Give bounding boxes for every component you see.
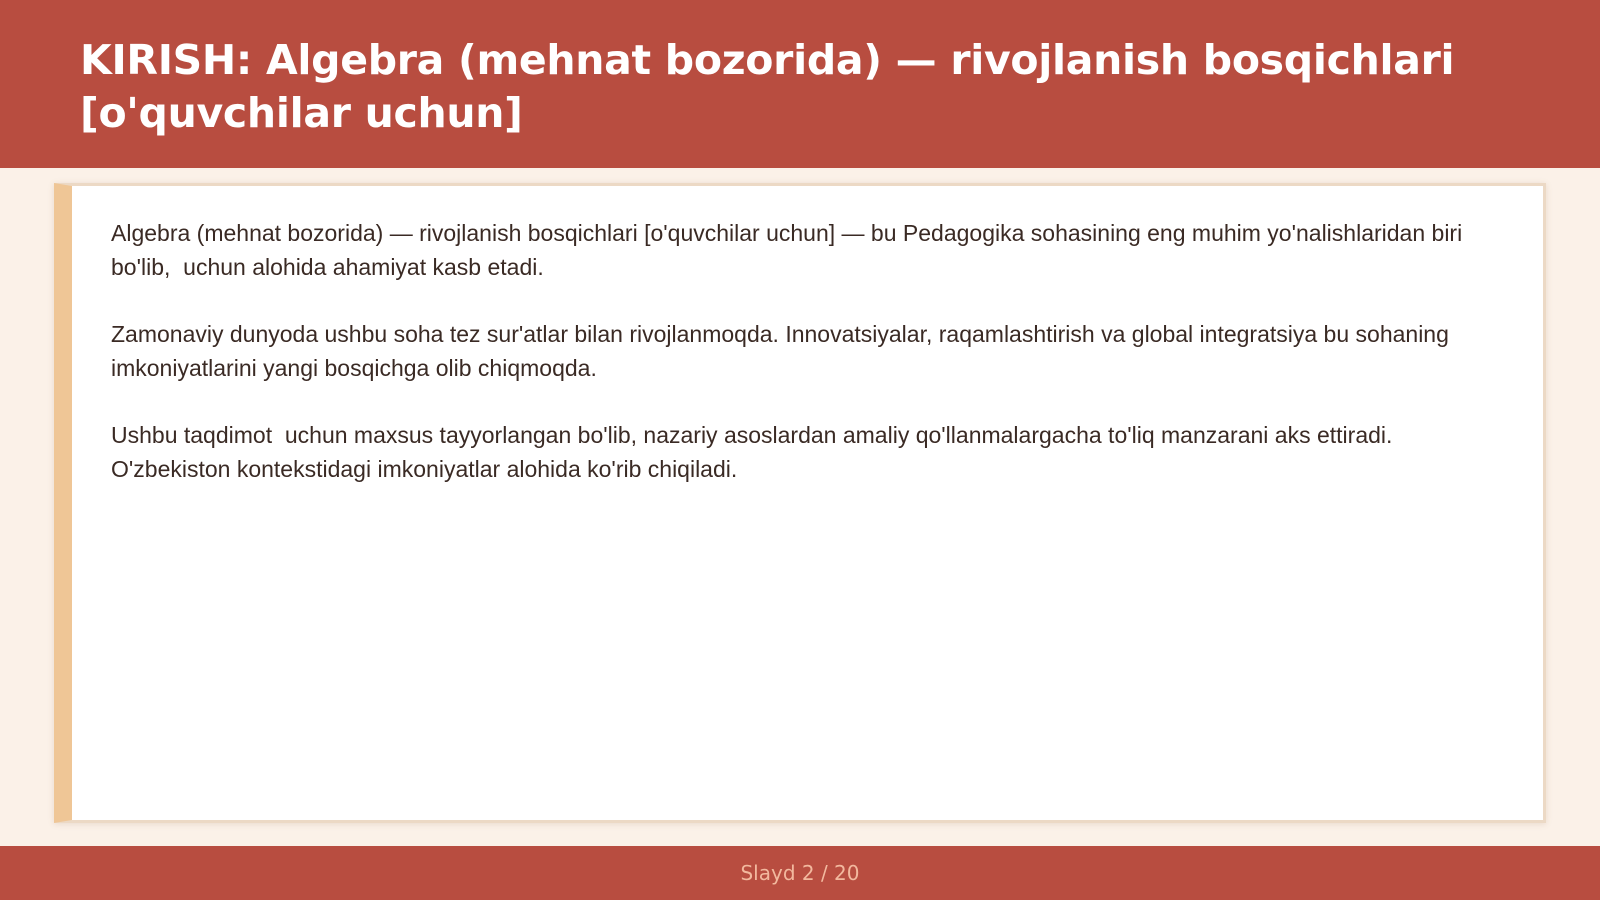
slide-title: KIRISH: Algebra (mehnat bozorida) — rivojlanish bosqichlari [o'quvchilar uchun]	[80, 36, 1455, 137]
slide-number: Slayd 2 / 20	[740, 861, 860, 885]
paragraph-presentation: Ushbu taqdimot uchun maxsus tayyorlangan bo'lib, nazariy asoslardan amaliy qo'llanmalargacha to'liq manzarani aks ettiradi. O'zbekiston kontekstidagi imkoniyatlar alohida ko'rib chiqiladi.	[111, 422, 1399, 482]
slide-header	[0, 0, 1600, 168]
content-body	[111, 216, 1511, 519]
slide-footer	[0, 846, 1600, 900]
content-card	[54, 183, 1546, 823]
paragraph-intro: Algebra (mehnat bozorida) — rivojlanish bosqichlari [o'quvchilar uchun] — bu Pedagogika sohasining eng muhim yo'nalishlaridan biri bo'lib, uchun alohida ahamiyat kasb etadi.	[111, 220, 1469, 280]
paragraph-modern-world: Zamonaviy dunyoda ushbu soha tez sur'atlar bilan rivojlanmoqda. Innovatsiyalar, raqamlashtirish va global integratsiya bu sohaning imkoniyatlarini yangi bosqichga olib chiqmoqda.	[111, 321, 1456, 381]
